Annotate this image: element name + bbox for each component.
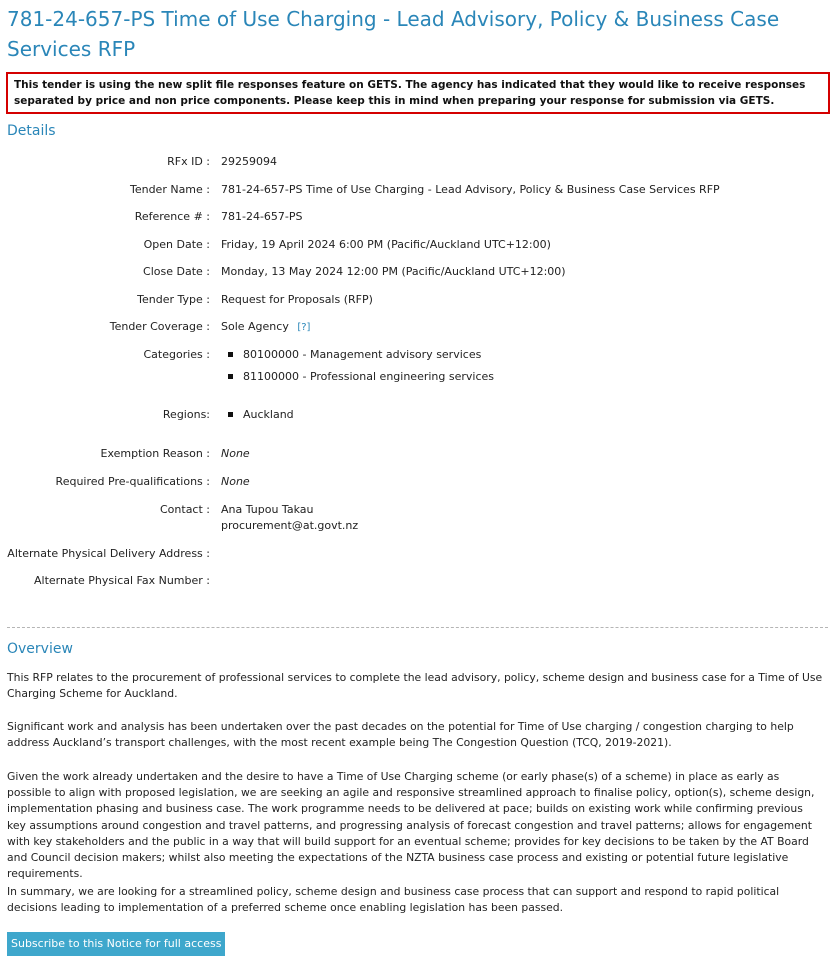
- prequalifications-value: None: [221, 475, 250, 488]
- bullet-icon: [228, 412, 233, 417]
- tender-type-label: Tender Type :: [137, 293, 210, 306]
- tender-name-label: Tender Name :: [129, 183, 210, 196]
- category-item: 81100000 - Professional engineering services: [243, 370, 495, 383]
- overview-paragraph: This RFP relates to the procurement of professional services to complete the lead advisory, policy, scheme design and business case for a Time of Use Charging Scheme for Auckland.: [7, 671, 823, 701]
- tender-coverage-label: Tender Coverage :: [109, 320, 210, 333]
- tender-type-value: Request for Proposals (RFP): [221, 293, 373, 306]
- open-date-value: Friday, 19 April 2024 6:00 PM (Pacific/Auckland UTC+12:00): [221, 238, 551, 251]
- open-date-label: Open Date :: [143, 238, 210, 251]
- close-date-label: Close Date :: [143, 265, 210, 278]
- overview-heading: Overview: [7, 641, 73, 657]
- rfx-id-value: 29259094: [221, 155, 277, 168]
- contact-email: procurement@at.govt.nz: [221, 519, 359, 532]
- coverage-help-link[interactable]: [?]: [297, 322, 311, 333]
- subscribe-button[interactable]: Subscribe to this Notice for full access: [7, 932, 225, 956]
- contact-label: Contact :: [160, 503, 210, 516]
- details-heading: Details: [7, 123, 56, 139]
- overview-paragraph: Significant work and analysis has been undertaken over the past decades on the potential for Time of Use charging / congestion charging to help address Auckland’s transport challenges, with the most recent example being The Congestion Question (TCQ, 2019-2021).: [7, 720, 794, 750]
- alt-delivery-label: Alternate Physical Delivery Address :: [7, 547, 210, 560]
- tender-coverage-value-wrap: [221, 320, 310, 333]
- alt-fax-label: Alternate Physical Fax Number :: [34, 574, 210, 587]
- region-item: Auckland: [243, 408, 294, 421]
- tender-coverage-value: Sole Agency: [221, 320, 289, 333]
- contact-name: Ana Tupou Takau: [221, 503, 314, 516]
- page-title: 781-24-657-PS Time of Use Charging - Lead Advisory, Policy & Business Case Services RFP: [7, 7, 780, 61]
- category-item: 80100000 - Management advisory services: [243, 348, 482, 361]
- close-date-value: Monday, 13 May 2024 12:00 PM (Pacific/Auckland UTC+12:00): [221, 265, 566, 278]
- prequalifications-label: Required Pre-qualifications :: [55, 475, 210, 488]
- overview-paragraph: In summary, we are looking for a streamlined policy, scheme design and business case process that can support and respond to rapid political decisions leading to implementation of a preferred scheme once enabling legislation has been passed.: [7, 885, 780, 915]
- split-response-notice: This tender is using the new split file responses feature on GETS. The agency has indicated that they would like to receive responses separated by price and non price components. Please keep this in mind when preparing your response for submission via GETS.: [6, 72, 830, 114]
- overview-paragraph: Given the work already undertaken and the desire to have a Time of Use Charging scheme (or early phase(s) of a scheme) in place as early as possible to align with proposed legislation, we are seeking an agile and responsive streamlined approach to finalise policy, option(s), scheme design, implementation phasing and business case. The work programme needs to be delivered at pace; builds on existing work while confirming previous key assumptions around congestion and travel patterns, and progressing analysis of forecast congestion and travel patterns; allows for engagement with key stakeholders and the public in a way that will build support for an eventual scheme; provides for key decisions to be taken by the AT Board and Council decision makers; whilst also meeting the expectations of the NZTA business case process and existing or potential future legislative requirements.: [7, 770, 815, 881]
- reference-label: Reference # :: [134, 210, 210, 223]
- rfx-id-label: RFx ID :: [167, 155, 210, 168]
- section-divider: [7, 627, 828, 628]
- bullet-icon: [228, 352, 233, 357]
- categories-label: Categories :: [143, 348, 210, 361]
- reference-value: 781-24-657-PS: [221, 210, 303, 223]
- bullet-icon: [228, 374, 233, 379]
- exemption-reason-label: Exemption Reason :: [100, 447, 210, 460]
- regions-label: Regions:: [162, 408, 210, 421]
- exemption-reason-value: None: [221, 447, 250, 460]
- tender-name-value: 781-24-657-PS Time of Use Charging - Lead Advisory, Policy & Business Case Services RFP: [221, 183, 720, 196]
